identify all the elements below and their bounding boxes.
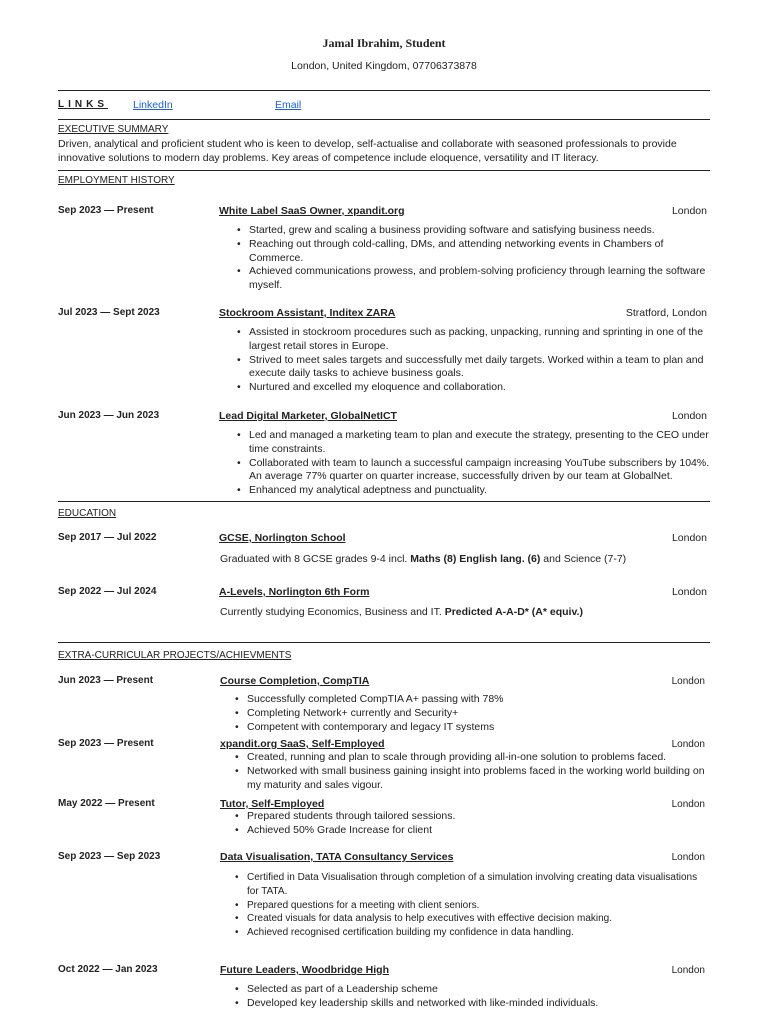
education-title: GCSE, Norlington School bbox=[219, 532, 346, 544]
education-description bbox=[220, 605, 710, 619]
list-item: • Created, running and plan to scale through providing all-in-one solution to problems faced. bbox=[235, 751, 710, 765]
list-item: • Achieved 50% Grade Increase for client bbox=[235, 824, 710, 838]
list-item: • Selected as part of a Leadership scheme bbox=[235, 983, 710, 997]
divider bbox=[58, 642, 710, 643]
list-item: • Collaborated with team to launch a successful campaign increasing YouTube subscribers by 104%. An average 77% quarter on quarter increase, successfully driven by our team at GlobalNet. bbox=[237, 457, 712, 485]
divider bbox=[58, 90, 710, 91]
job-bullets bbox=[237, 224, 710, 293]
project-location: London bbox=[671, 739, 705, 750]
candidate-name: Jamal Ibrahim, Student bbox=[322, 36, 446, 50]
list-item: • Successfully completed CompTIA A+ passing with 78% bbox=[235, 693, 710, 707]
contact-line: London, United Kingdom, 07706373878 bbox=[291, 60, 477, 72]
education-description bbox=[220, 552, 710, 566]
list-item: • Prepared questions for a meeting with client seniors. bbox=[235, 899, 705, 913]
section-heading-employment: EMPLOYMENT HISTORY bbox=[58, 175, 175, 186]
list-item: • Reaching out through cold-calling, DMs, and attending networking events in Chambers of Commerce. bbox=[237, 238, 710, 266]
project-title: Data Visualisation, TATA Consultancy Services bbox=[220, 851, 454, 863]
education-location: London bbox=[671, 532, 707, 544]
links-label: LINKS bbox=[58, 99, 108, 110]
project-bullets bbox=[235, 983, 710, 1011]
list-item: • Assisted in stockroom procedures such as packing, unpacking, running and sprinting in one of the largest retail stores in Europe. bbox=[237, 326, 710, 354]
project-location: London bbox=[671, 852, 705, 863]
divider bbox=[58, 170, 710, 171]
description-highlight: Maths (8) English lang. (6) bbox=[410, 553, 541, 565]
list-item: • Networked with small business gaining insight into problems faced in the working world building on my maturity and sales vigour. bbox=[235, 765, 710, 793]
education-location: London bbox=[671, 586, 707, 598]
description-text: Currently studying Economics, Business and IT. bbox=[220, 606, 445, 618]
divider bbox=[58, 501, 710, 502]
education-title: A-Levels, Norlington 6th Form bbox=[219, 586, 370, 598]
project-date: Sep 2023 — Sep 2023 bbox=[58, 851, 161, 862]
email-link[interactable]: Email bbox=[275, 99, 302, 111]
project-date: Sep 2023 — Present bbox=[58, 738, 154, 749]
list-item: • Nurtured and excelled my eloquence and collaboration. bbox=[237, 381, 710, 395]
project-location: London bbox=[671, 799, 705, 810]
list-item: • Competent with contemporary and legacy IT systems bbox=[235, 721, 710, 735]
job-date: Jul 2023 — Sept 2023 bbox=[58, 307, 160, 318]
project-date: Jun 2023 — Present bbox=[58, 675, 154, 686]
project-title: Course Completion, CompTIA bbox=[220, 675, 370, 687]
job-title: Stockroom Assistant, Inditex ZARA bbox=[219, 307, 396, 319]
list-item: • Achieved communications prowess, and problem-solving proficiency through learning the software myself. bbox=[237, 265, 710, 293]
project-date: May 2022 — Present bbox=[58, 798, 155, 809]
description-text: and Science (7-7) bbox=[540, 553, 627, 565]
job-location: Stratford, London bbox=[625, 307, 707, 319]
project-bullets bbox=[235, 693, 710, 734]
project-title: xpandit.org SaaS, Self-Employed bbox=[220, 738, 385, 750]
project-location: London bbox=[671, 965, 705, 976]
project-date: Oct 2022 — Jan 2023 bbox=[58, 964, 158, 975]
education-date: Sep 2022 — Jul 2024 bbox=[58, 586, 157, 597]
job-title: Lead Digital Marketer, GlobalNetICT bbox=[219, 410, 397, 422]
project-title: Tutor, Self-Employed bbox=[220, 798, 325, 810]
job-bullets bbox=[237, 326, 710, 395]
project-bullets bbox=[235, 751, 710, 792]
list-item: • Strived to meet sales targets and successfully met daily targets. Worked within a team to plan and execute daily tasks to achieve business goals. bbox=[237, 354, 710, 382]
description-highlight: Predicted A-A-D* (A* equiv.) bbox=[444, 606, 583, 618]
project-bullets bbox=[235, 871, 705, 940]
list-item: • Achieved recognised certification building my confidence in data handling. bbox=[235, 926, 705, 940]
list-item: • Developed key leadership skills and networked with like-minded individuals. bbox=[235, 997, 710, 1011]
list-item: • Certified in Data Visualisation through completion of a simulation involving creating data visualisations for TATA. bbox=[235, 871, 705, 899]
summary-text: Driven, analytical and proficient student who is keen to develop, self-actualise and collaborate with seasoned professionals to provide innovative solutions to modern day problems. Key areas of competence include eloquence, versatility and IT literacy. bbox=[58, 138, 677, 164]
job-date: Jun 2023 — Jun 2023 bbox=[58, 410, 160, 421]
list-item: • Enhanced my analytical adeptness and punctuality. bbox=[237, 484, 712, 498]
divider bbox=[58, 119, 710, 120]
section-heading-summary: EXECUTIVE SUMMARY bbox=[58, 124, 169, 135]
job-date: Sep 2023 — Present bbox=[58, 205, 154, 216]
list-item: • Led and managed a marketing team to plan and execute the strategy, presenting to the CEO under time constraints. bbox=[237, 429, 712, 457]
education-date: Sep 2017 — Jul 2022 bbox=[58, 532, 157, 543]
project-title: Future Leaders, Woodbridge High bbox=[220, 964, 389, 976]
linkedin-link[interactable]: LinkedIn bbox=[133, 99, 173, 111]
list-item: • Completing Network+ currently and Security+ bbox=[235, 707, 710, 721]
list-item: • Started, grew and scaling a business providing software and satisfying business needs. bbox=[237, 224, 710, 238]
project-bullets bbox=[235, 810, 710, 838]
list-item: • Prepared students through tailored sessions. bbox=[235, 810, 710, 824]
project-location: London bbox=[671, 676, 705, 687]
job-bullets bbox=[237, 429, 712, 498]
description-text: Graduated with 8 GCSE grades 9-4 incl. bbox=[220, 553, 411, 565]
job-location: London bbox=[671, 205, 707, 217]
list-item: • Created visuals for data analysis to help executives with effective decision making. bbox=[235, 912, 705, 926]
section-heading-extra: EXTRA-CURRICULAR PROJECTS/ACHIEVMENTS bbox=[58, 650, 292, 661]
section-heading-education: EDUCATION bbox=[58, 508, 117, 519]
job-location: London bbox=[671, 410, 707, 422]
job-title: White Label SaaS Owner, xpandit.org bbox=[219, 205, 405, 217]
